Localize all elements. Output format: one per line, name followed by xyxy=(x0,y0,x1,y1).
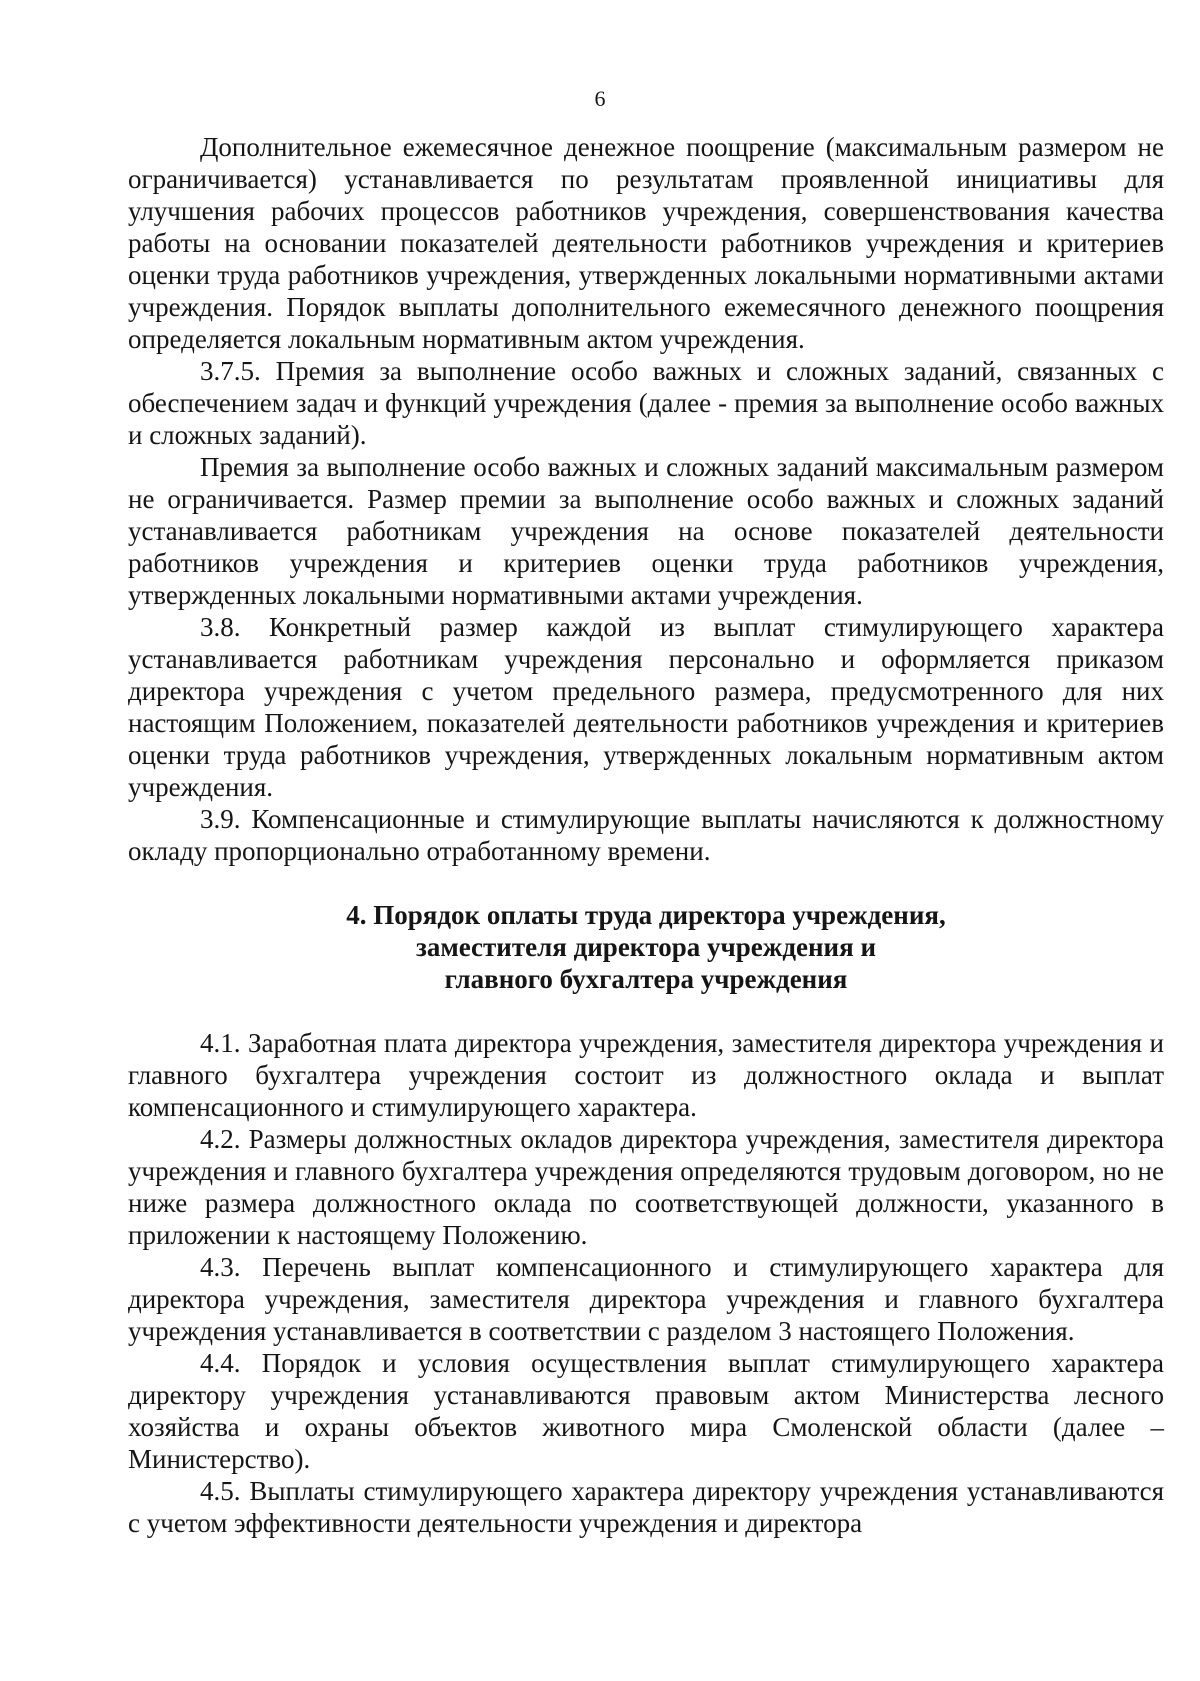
section-heading-line-3: главного бухгалтера учреждения xyxy=(444,964,848,994)
section-4-heading xyxy=(128,899,1164,995)
paragraph-4-4: 4.4. Порядок и условия осуществления выплат стимулирующего характера директору учреждения устанавливаются правовым актом Министерства лесного хозяйства и охраны объектов животного мира Смоленской области (далее – Министерство). xyxy=(128,1348,1164,1474)
paragraph-4-1: 4.1. Заработная плата директора учреждения, заместителя директора учреждения и главного бухгалтера учреждения состоит из должностного оклада и выплат компенсационного и стимулирующего характера. xyxy=(128,1028,1164,1122)
paragraph-additional-bonus: Дополнительное ежемесячное денежное поощрение (максимальным размером не ограничивается) устанавливается по результатам проявленной инициативы для улучшения рабочих процессов работников учреждения, совершенствования качества работы на основании показателей деятельности работников учреждения и критериев оценки труда работников учреждения, утвержденных локальными нормативными актами учреждения. Порядок выплаты дополнительного ежемесячного денежного поощрения определяется локальным нормативным актом учреждения. xyxy=(128,132,1164,354)
section-heading-line-1: 4. Порядок оплаты труда директора учреждения, xyxy=(346,900,946,930)
paragraph-important-tasks-bonus: Премия за выполнение особо важных и сложных заданий максимальным размером не ограничивается. Размер премии за выполнение особо важных и сложных заданий устанавливается работникам учреждения на основе показателей деятельности работников учреждения и критериев оценки труда работников учреждения, утвержденных локальными нормативными актами учреждения. xyxy=(128,452,1164,610)
paragraph-3-7-5: 3.7.5. Премия за выполнение особо важных и сложных заданий, связанных с обеспечением задач и функций учреждения (далее - премия за выполнение особо важных и сложных заданий). xyxy=(128,356,1164,450)
paragraph-4-2: 4.2. Размеры должностных окладов директора учреждения, заместителя директора учреждения и главного бухгалтера учреждения определяются трудовым договором, но не ниже размера должностного оклада по соответствующей должности, указанного в приложении к настоящему Положению. xyxy=(128,1124,1164,1250)
page-number: 6 xyxy=(594,86,606,111)
paragraph-3-9: 3.9. Компенсационные и стимулирующие выплаты начисляются к должностному окладу пропорционально отработанному времени. xyxy=(128,804,1164,866)
paragraph-3-8: 3.8. Конкретный размер каждой из выплат стимулирующего характера устанавливается работникам учреждения персонально и оформляется приказом директора учреждения с учетом предельного размера, предусмотренного для них настоящим Положением, показателей деятельности работников учреждения и критериев оценки труда работников учреждения, утвержденных локальным нормативным актом учреждения. xyxy=(128,612,1164,802)
section-heading-line-2: заместителя директора учреждения и xyxy=(415,932,877,962)
paragraph-4-5: 4.5. Выплаты стимулирующего характера директору учреждения устанавливаются с учетом эффективности деятельности учреждения и директора xyxy=(128,1476,1164,1538)
paragraph-4-3: 4.3. Перечень выплат компенсационного и стимулирующего характера для директора учреждения, заместителя директора учреждения и главного бухгалтера учреждения устанавливается в соответствии с разделом 3 настоящего Положения. xyxy=(128,1252,1164,1346)
document-body xyxy=(128,131,1164,1539)
